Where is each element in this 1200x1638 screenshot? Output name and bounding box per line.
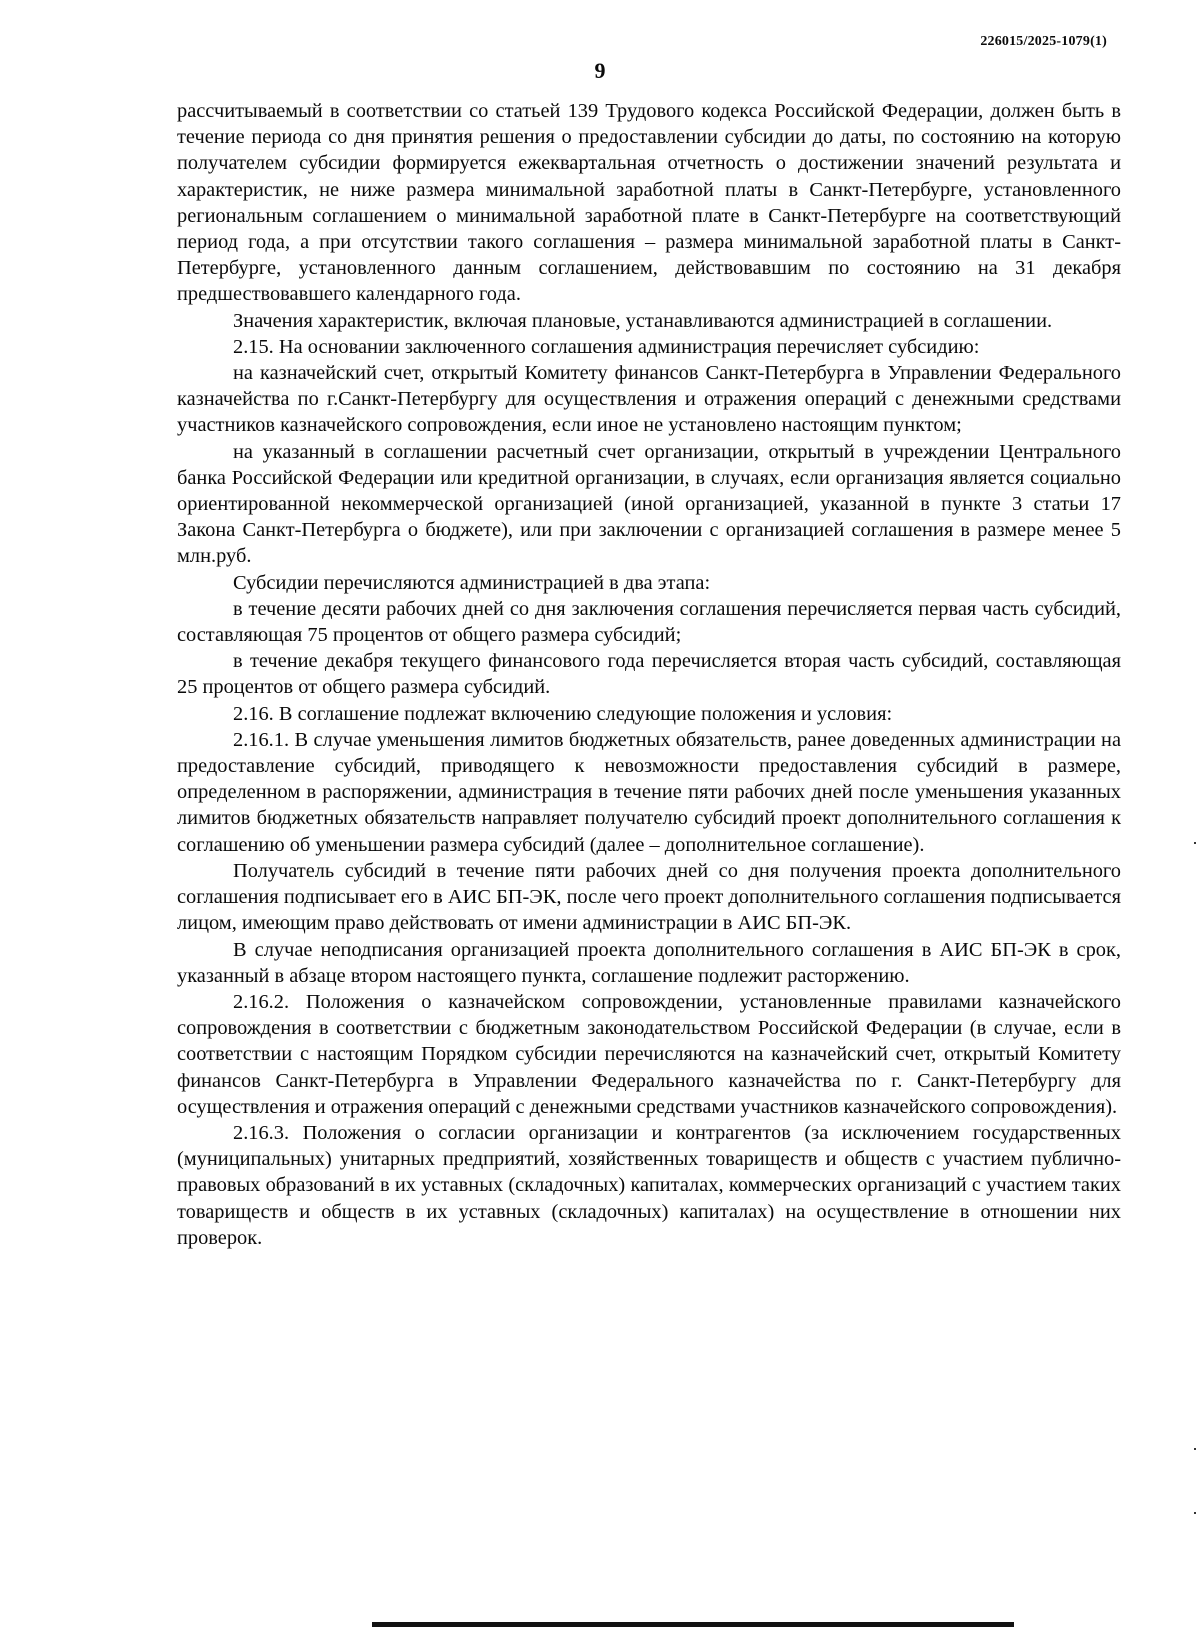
- paragraph-continuation: рассчитываемый в соответствии со статьей 139 Трудового кодекса Российской Федерации, должен быть в течение периода со дня принятия решения о предоставлении субсидии до даты, по состоянию на которую получателем субсидии формируется ежеквартальная отчетность о достижении значений результата и характеристик, не ниже размера минимальной заработной платы в Санкт-Петербурге, установленного региональным соглашением о минимальной заработной плате в Санкт-Петербурге на соответствующий период года, а при отсутствии такого соглашения – размера минимальной заработной платы в Санкт-Петербурге, установленного данным соглашением, действовавшим по состоянию на 31 декабря предшествовавшего календарного года.: [177, 100, 1121, 306]
- scan-speckle: [1194, 842, 1196, 844]
- paragraph-2-16: 2.16. В соглашение подлежат включению следующие положения и условия:: [233, 702, 893, 725]
- paragraph-2-16-3: 2.16.3. Положения о согласии организации и контрагентов (за исключением государственных (муниципальных) унитарных предприятий, хозяйственных товариществ и обществ с участием публично-правовых образований в их уставных (складочных) капиталах, коммерческих организаций с участием таких товариществ и обществ в их уставных (складочных) капиталах) на осуществление в отношении них проверок.: [177, 1121, 1121, 1249]
- paragraph-characteristics: Значения характеристик, включая плановые, устанавливаются администрацией в соглашении.: [233, 309, 1053, 332]
- paragraph-2-16-2: 2.16.2. Положения о казначейском сопровождении, установленные правилами казначейского сопровождения в соответствии с бюджетным законодательством Российской Федерации (в случае, если в соответствии с настоящим Порядком субсидии перечисляются на казначейский счет, открытый Комитету финансов Санкт-Петербурга в Управлении Федерального казначейства по г. Санкт-Петербургу для осуществления и отражения операций с денежными средствами участников казначейского сопровождения).: [177, 990, 1121, 1118]
- paragraph-first-part: в течение десяти рабочих дней со дня заключения соглашения перечисляется первая часть субсидий, составляющая 75 процентов от общего размера субсидий;: [177, 597, 1121, 647]
- paragraph-two-stages: Субсидии перечисляются администрацией в два этапа:: [233, 571, 711, 594]
- paragraph-treasury-account: на казначейский счет, открытый Комитету финансов Санкт-Петербурга в Управлении Федерального казначейства по г.Санкт-Петербургу для осуществления и отражения операций с денежными средствами участников казначейского сопровождения, если иное не установлено настоящим пунктом;: [177, 362, 1121, 437]
- paragraph-settlement-account: на указанный в соглашении расчетный счет организации, открытый в учреждении Центрального банка Российской Федерации или кредитной организации, в случаях, если организация является социально ориентированной некоммерческой организацией (иной организацией, указанной в пункте 3 статьи 17 Закона Санкт-Петербурга о бюджете), или при заключении с организацией соглашения в размере менее 5 млн.руб.: [177, 440, 1121, 568]
- paragraph-recipient-signs: Получатель субсидий в течение пяти рабочих дней со дня получения проекта дополнительного соглашения подписывает его в АИС БП-ЭК, после чего проект дополнительного соглашения подписывается лицом, имеющим право действовать от имени администрации в АИС БП-ЭК.: [177, 859, 1121, 935]
- document-registration-number: 226015/2025-1079(1): [980, 34, 1107, 49]
- document-body: [177, 98, 1121, 1251]
- paragraph-2-15: 2.15. На основании заключенного соглашения администрация перечисляет субсидию:: [233, 335, 980, 358]
- paragraph-2-16-1: 2.16.1. В случае уменьшения лимитов бюджетных обязательств, ранее доведенных администрации на предоставление субсидий, приводящего к невозможности предоставления субсидий в размере, определенном в распоряжении, администрация в течение пяти рабочих дней после уменьшения указанных лимитов бюджетных обязательств направляет получателю субсидий проект дополнительного соглашения к соглашению об уменьшении размера субсидий (далее – дополнительное соглашение).: [177, 728, 1121, 856]
- scan-bottom-edge: [372, 1622, 1014, 1627]
- scan-speckle: [1194, 1512, 1196, 1514]
- scan-speckle: [1194, 1448, 1196, 1450]
- paragraph-second-part: в течение декабря текущего финансового года перечисляется вторая часть субсидий, составляющая 25 процентов от общего размера субсидий.: [177, 650, 1121, 699]
- paragraph-termination: В случае неподписания организацией проекта дополнительного соглашения в АИС БП-ЭК в срок, указанный в абзаце втором настоящего пункта, соглашение подлежит расторжению.: [177, 938, 1121, 987]
- page-number: 9: [594, 58, 606, 83]
